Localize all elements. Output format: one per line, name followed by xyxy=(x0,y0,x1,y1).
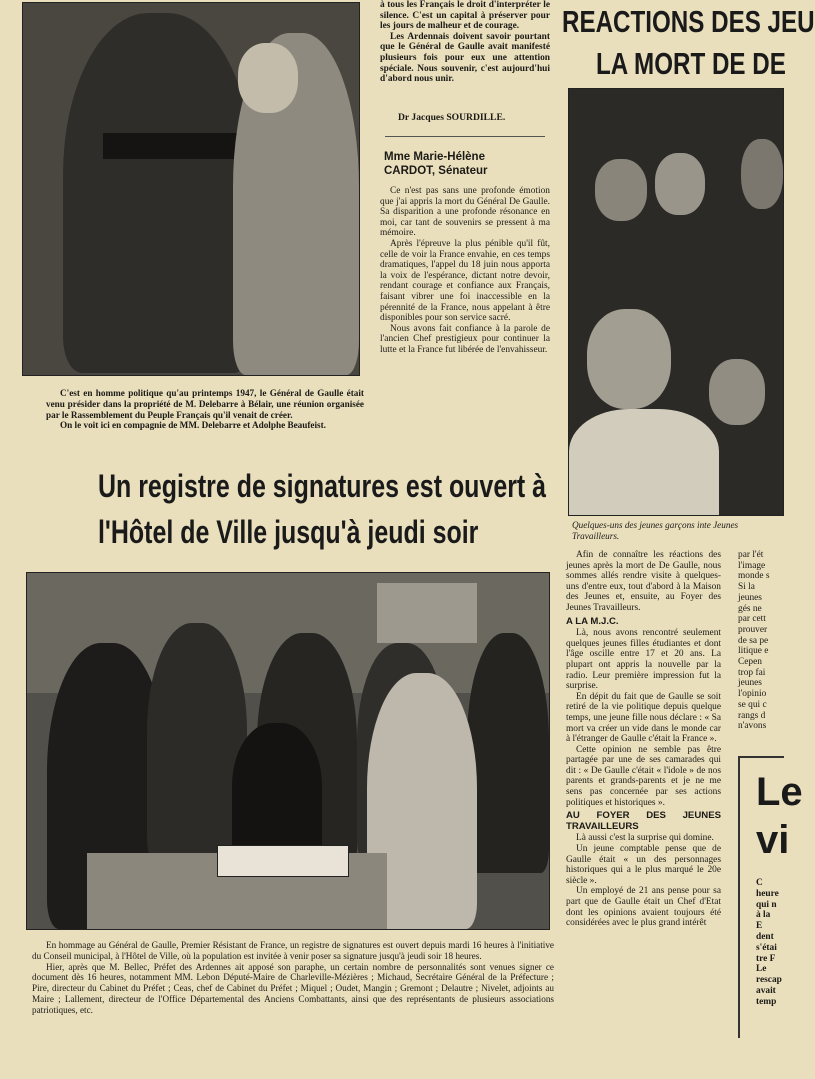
youth-shirt xyxy=(569,409,719,515)
boxed-article xyxy=(738,756,803,1038)
cardot-title: Mme Marie-Hélène CARDOT, Sénateur xyxy=(384,151,488,177)
boxed-lines: C heure qui n à la E dent s'étai tre F Le rescap avait temp xyxy=(756,878,782,1007)
belt xyxy=(103,133,253,159)
youth-caption: Quelques-uns des jeunes garçons inte Jeunes Travailleurs. xyxy=(572,520,739,541)
sourdille-signature: Dr Jacques SOURDILLE. xyxy=(398,112,506,123)
headline-line1: Un registre de signatures est ouvert à xyxy=(98,468,547,504)
de-gaulle-photo xyxy=(22,2,360,376)
face xyxy=(238,43,298,113)
right-header-line1: REACTIONS DES JEU xyxy=(562,4,815,39)
edge-fragments: par l'ét l'image monde s Si la jeunes gés ne par cett prouver de sa pe litique e Cepen trop fai jeunes l'opinio se qui c rangs d n'avons xyxy=(738,550,770,732)
boxed-big-2: vi xyxy=(756,818,790,862)
youth-face-3 xyxy=(741,139,783,209)
cardot-text: Ce n'est pas sans une profonde émotion que j'ai appris la mort du Général De Gaulle. Sa disparition a une profonde résonance en moi, car tant de souvenirs se pressent à ma mémoire. Après l'épreuve la plus pénible qu'il fût, celle de voir la France envahie, en ces temps dramatiques, l'appel du 18 juin nous apporta la voix de l'espérance, dictant notre devoir, rendant courage et confiance aux Français, faisant vibrer une foi inaccessible en la pérennité de la France, nous appelant à être disponibles pour son service sacré. Nous avons fait confiance à la parole de l'ancien Chef prestigieux pour continuer la lutte et la France fut libérée de l'envahisseur. xyxy=(380,186,550,355)
youth-face-1 xyxy=(595,159,647,221)
photo-caption: C'est en homme politique qu'au printemps 1947, le Général de Gaulle était venu présider dans la propriété de M. Delebarre à Bélair, une réunion organisée par le Rassemblement du Peuple Français qu'il venait de créer. On le voit ici en compagnie de MM. Delebarre et Adolphe Beaufeist. xyxy=(46,388,364,431)
boxed-big-1: Le xyxy=(756,770,803,814)
person-5 xyxy=(467,633,549,873)
youth-photo xyxy=(568,88,784,516)
registre-caption: En hommage au Général de Gaulle, Premier Résistant de France, un registre de signatures est ouvert depuis mardi 16 heures à l'initiative du Conseil municipal, à l'Hôtel de Ville, où la population est invitée à venir poser sa signature jusqu'à jeudi soir 18 heures. Hier, après que M. Bellec, Préfet des Ardennes ait apposé son paraphe, un certain nombre de personnalités sont venues signer ce document dès 16 heures, notamment MM. Lebon Député-Maire de Charleville-Mézières ; Michaud, Secrétaire Général de la Préfecture ; Pire, directeur du Cabinet du Préfet ; Ceas, chef de Cabinet du Préfet ; Miquel ; Oudet, Mangin ; Gremont ; Delautre ; Nivelet, adjoints au Maire ; Lallement, directeur de l'Office Départemental des Anciens Combattants, ainsi que des représentants de plusieurs associations patriotiques, etc. xyxy=(32,940,554,1015)
sourdille-text: à tous les Français le droit d'interpréter le silence. C'est un capital à préserver pour les jours de malheur et de courage. Les Ardennais doivent savoir pourtant que le Général de Gaulle avait manifesté plusieurs fois pour eux une attention spéciale. Nous souvenir, c'est aujourd'hui d'abord nous unir. xyxy=(380,0,550,85)
youth-face-2 xyxy=(655,153,705,215)
signer xyxy=(232,723,322,863)
window xyxy=(377,583,477,643)
soldier-figure xyxy=(63,13,253,373)
youth-face-5 xyxy=(709,359,765,425)
ceremony-photo xyxy=(26,572,550,930)
right-header-line2: LA MORT DE DE xyxy=(596,46,786,81)
headline-line2: l'Hôtel de Ville jusqu'à jeudi soir xyxy=(98,514,479,550)
divider xyxy=(385,136,545,137)
youth-face-4 xyxy=(587,309,671,409)
register-book xyxy=(217,845,349,877)
mjc-article: Afin de connaître les réactions des jeunes après la mort de De Gaulle, nous sommes allés rendre visite à quelques-uns d'entre eux, tout d'abord à la Maison des Jeunes et, ensuite, au Foyer des Jeunes Travailleurs. A LA M.J.C. Là, nous avons rencontré seulement quelques jeunes filles étudiantes et dont l'âge oscille entre 17 et 20 ans. La plupart ont appris la nouvelle par la radio. Leur première impression fut la surprise. En dépit du fait que de Gaulle se soit retiré de la vie politique depuis quelque temps, une jeune fille nous déclare : « Sa mort va créer un vide dans le monde car à l'étranger de Gaulle c'était la France ». Cette opinion ne semble pas être partagée par une de ses camarades qui dit : « De Gaulle c'était « l'idole » de nos parents et grands-parents et je ne me sens pas concernée par ses actions politiques et historiques ». AU FOYER DES JEUNES TRAVAILLEURS Là aussi c'est la surprise qui domine. Un jeune comptable pense que de Gaulle était « un des personnages historiques qui a le plus marqué le 20e siècle ». Un employé de 21 ans pense pour sa part que de Gaulle était un Chef d'Etat dont les opinions avaient toujours été considérées avec le plus grand intérêt xyxy=(566,550,721,929)
